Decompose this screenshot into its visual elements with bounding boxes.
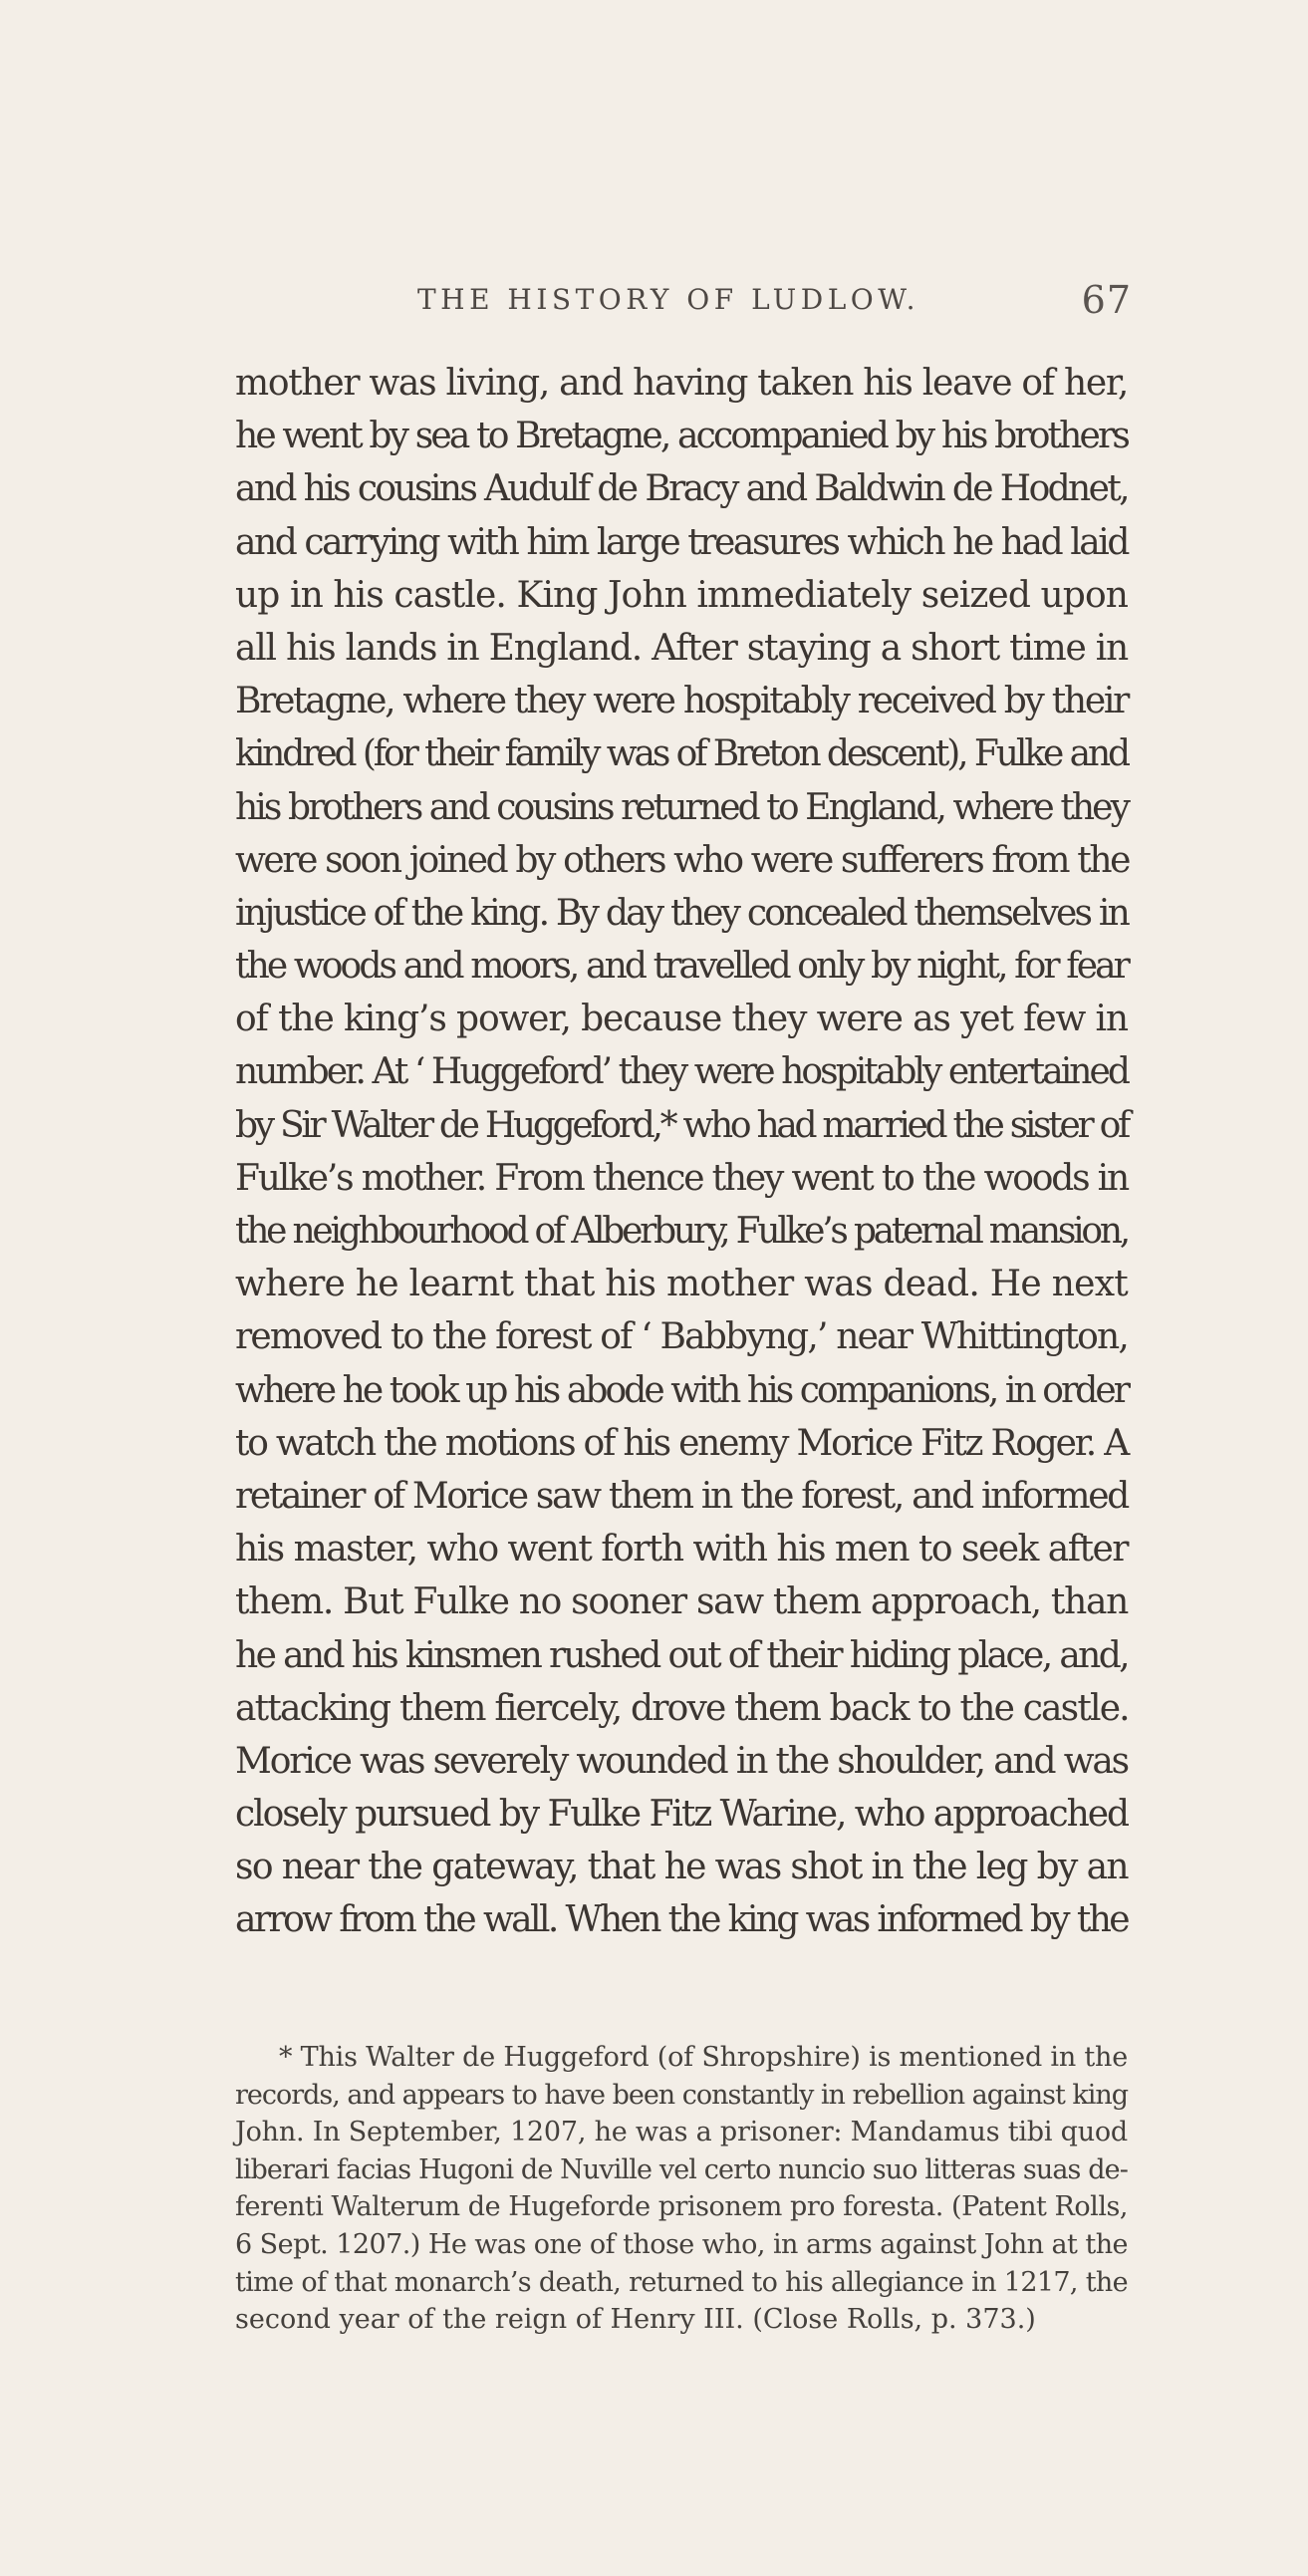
body-line: mother was living, and having taken his leave of her,: [235, 363, 1128, 404]
body-line: the neighbourhood of Alberbury, Fulke’s paternal mansion,: [235, 1211, 1128, 1252]
footnote-line: time of that monarch’s death, returned to his allegiance in 1217, the: [235, 2266, 1128, 2298]
body-text: [235, 357, 1128, 1947]
body-line: so near the gateway, that he was shot in the leg by an: [235, 1847, 1128, 1888]
body-line: and carrying with him large treasures which he had laid: [235, 521, 1128, 563]
footnote: [235, 2039, 1128, 2339]
body-line: where he learnt that his mother was dead. He next: [235, 1264, 1128, 1305]
footnote-line: second year of the reign of Henry III. (Close Rolls, p. 373.): [235, 2304, 1036, 2336]
footnote-line: liberari facias Hugoni de Nuville vel certo nuncio suo litteras suas de-: [235, 2153, 1128, 2185]
body-line: all his lands in England. After staying a short time in: [235, 627, 1128, 669]
footnote-line: ferenti Walterum de Hugeforde prisonem pro foresta. (Patent Rolls,: [235, 2191, 1128, 2223]
body-line: his master, who went forth with his men to seek after: [235, 1529, 1128, 1571]
body-line: kindred (for their family was of Breton descent), Fulke and: [235, 733, 1128, 775]
body-line: he and his kinsmen rushed out of their hiding place, and,: [235, 1634, 1128, 1676]
body-line: arrow from the wall. When the king was informed by the: [235, 1899, 1128, 1941]
body-line: retainer of Morice saw them in the forest, and informed: [235, 1475, 1128, 1517]
body-line: the woods and moors, and travelled only by night, for fear: [235, 946, 1128, 988]
body-line: were soon joined by others who were sufferers from the: [235, 839, 1130, 881]
body-line: to watch the motions of his enemy Morice Fitz Roger. A: [235, 1422, 1128, 1464]
page-number: 67: [1081, 278, 1132, 322]
footnote-line: records, and appears to have been constantly in rebellion against king: [235, 2079, 1128, 2111]
body-line: Morice was severely wounded in the shoulder, and was: [235, 1740, 1128, 1782]
body-line: he went by sea to Bretagne, accompanied by his brothers: [235, 416, 1128, 457]
body-line: his brothers and cousins returned to England, where they: [235, 786, 1128, 828]
running-title: THE HISTORY OF LUDLOW.: [416, 283, 920, 316]
body-line: them. But Fulke no sooner saw them approach, than: [235, 1581, 1128, 1623]
footnote-line: 6 Sept. 1207.) He was one of those who, in arms against John at the: [235, 2228, 1128, 2260]
body-line: number. At ‘ Huggeford’ they were hospitably entertained: [235, 1051, 1128, 1093]
body-line: up in his castle. King John immediately seized upon: [235, 574, 1128, 616]
body-line: of the king’s power, because they were as yet few in: [235, 999, 1128, 1040]
body-line: Bretagne, where they were hospitably received by their: [235, 681, 1128, 722]
body-line: removed to the forest of ‘ Babbyng,’ near Whittington,: [235, 1316, 1128, 1358]
body-line: closely pursued by Fulke Fitz Warine, who approached: [235, 1794, 1128, 1836]
running-head: [235, 275, 1132, 325]
body-line: injustice of the king. By day they concealed themselves in: [235, 892, 1128, 934]
body-line: Fulke’s mother. From thence they went to the woods in: [235, 1157, 1128, 1199]
body-line: and his cousins Audulf de Bracy and Baldwin de Hodnet,: [235, 468, 1128, 510]
body-line: attacking them fiercely, drove them back to the castle.: [235, 1687, 1129, 1729]
body-line: where he took up his abode with his companions, in order: [235, 1369, 1128, 1411]
body-line: by Sir Walter de Huggeford,* who had married the sister of: [235, 1104, 1128, 1146]
footnote-line: John. In September, 1207, he was a prisoner: Mandamus tibi quod: [235, 2117, 1128, 2148]
footnote-line: * This Walter de Huggeford (of Shropshire) is mentioned in the: [279, 2042, 1128, 2073]
